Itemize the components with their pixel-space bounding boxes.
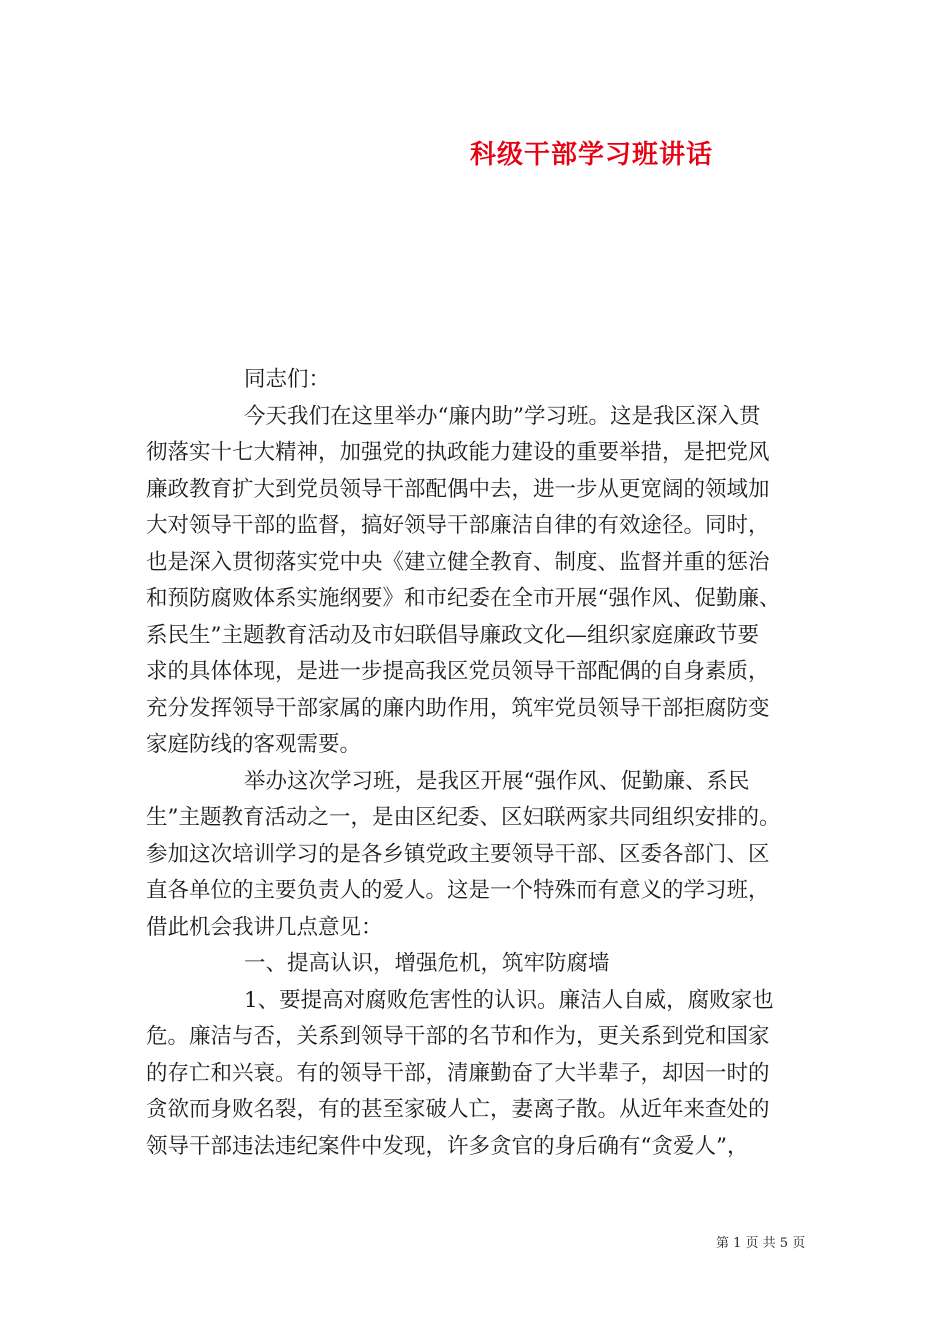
paragraph-line: 的存亡和兴衰。有的领导干部，清廉勤奋了大半辈子，却因一时的 — [146, 1060, 770, 1086]
paragraph-line: 和预防腐败体系实施纲要》和市纪委在全市开展“强作风、促勤廉、 — [146, 586, 781, 611]
paragraph-line: 充分发挥领导干部家属的廉内助作用，筑牢党员领导干部拒腐防变 — [146, 695, 770, 721]
paragraph-line: 今天我们在这里举办“廉内助”学习班。这是我区深入贯 — [244, 403, 761, 429]
paragraph-line: 生”主题教育活动之一，是由区纪委、区妇联两家共同组织安排的。 — [146, 805, 781, 830]
paragraph-line: 系民生”主题教育活动及市妇联倡导廉政文化—组织家庭廉政节要 — [146, 622, 759, 648]
salutation: 同志们： — [244, 367, 331, 392]
paragraph-line: 参加这次培训学习的是各乡镇党政主要领导干部、区委各部门、区 — [146, 841, 770, 867]
document-title: 科级干部学习班讲话 — [470, 140, 714, 170]
paragraph-line: 家庭防线的客观需要。 — [146, 732, 362, 757]
document-body — [146, 362, 818, 1165]
section-heading: 一、提高认识，增强危机，筑牢防腐墙 — [244, 951, 610, 976]
paragraph-line: 也是深入贯彻落实党中央《建立健全教育、制度、监督并重的惩治 — [146, 549, 770, 575]
paragraph-line: 举办这次学习班，是我区开展“强作风、促勤廉、系民 — [244, 768, 750, 794]
paragraph-line: 彻落实十七大精神，加强党的执政能力建设的重要举措，是把党风 — [146, 440, 770, 465]
paragraph-line: 廉政教育扩大到党员领导干部配偶中去，进一步从更宽阔的领域加 — [146, 476, 770, 502]
page-number-footer: 第 1 页 共 5 页 — [716, 1236, 806, 1251]
paragraph-line: 大对领导干部的监督，搞好领导干部廉洁自律的有效途径。同时， — [146, 513, 770, 538]
paragraph-line: 1、要提高对腐败危害性的认识。廉洁人自威，腐败家也 — [244, 987, 774, 1013]
paragraph-line: 直各单位的主要负责人的爱人。这是一个特殊而有意义的学习班， — [146, 878, 770, 903]
paragraph-line: 贪欲而身败名裂，有的甚至家破人亡，妻离子散。从近年来查处的 — [146, 1097, 770, 1122]
paragraph-line: 领导干部违法违纪案件中发现，许多贪官的身后确有“贪爱人”， — [146, 1133, 749, 1159]
paragraph-line: 求的具体体现，是进一步提高我区党员领导干部配偶的自身素质， — [146, 659, 770, 684]
paragraph-line: 危。廉洁与否，关系到领导干部的名节和作为，更关系到党和国家 — [146, 1024, 770, 1049]
paragraph-line: 借此机会我讲几点意见： — [146, 914, 383, 940]
